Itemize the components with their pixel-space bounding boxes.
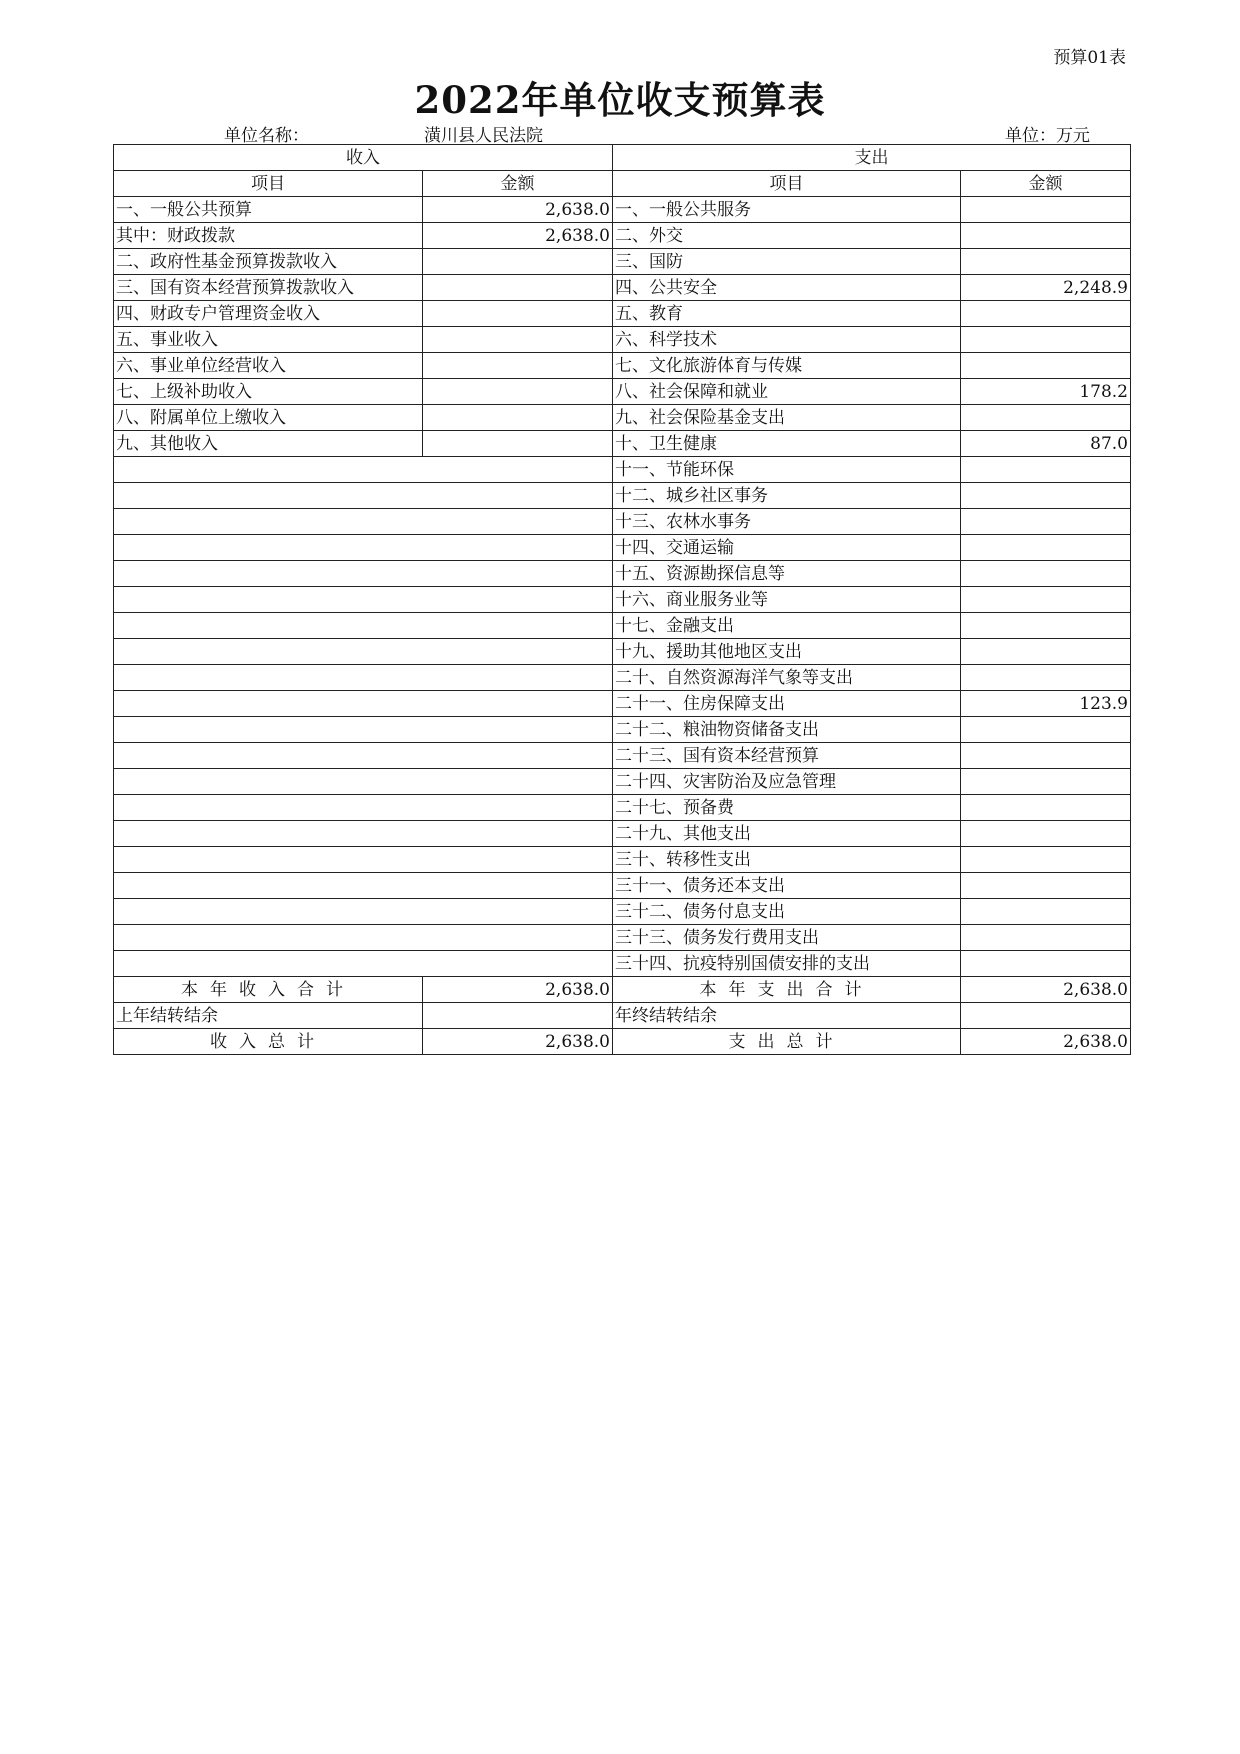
income-item-header: 项目 bbox=[114, 171, 423, 197]
income-blank-cell bbox=[114, 925, 613, 951]
grand-income-total-value: 2,638.0 bbox=[423, 1029, 613, 1055]
table-row bbox=[114, 587, 1131, 613]
expense-section-header: 支出 bbox=[613, 145, 1131, 171]
year-income-total-value: 2,638.0 bbox=[423, 977, 613, 1003]
income-blank-cell bbox=[114, 639, 613, 665]
table-row bbox=[114, 379, 1131, 405]
expense-amount-header: 金额 bbox=[961, 171, 1131, 197]
expense-amount-cell bbox=[961, 587, 1131, 613]
income-blank-cell bbox=[114, 665, 613, 691]
income-amount-cell bbox=[423, 431, 613, 457]
expense-amount-cell: 178.2 bbox=[961, 379, 1131, 405]
unit-label: 单位：万元 bbox=[1005, 126, 1090, 146]
expense-amount-cell bbox=[961, 483, 1131, 509]
expense-item-header: 项目 bbox=[613, 171, 961, 197]
year-income-total-label: 本年收入合计 bbox=[114, 977, 423, 1003]
table-row bbox=[114, 743, 1131, 769]
income-blank-cell bbox=[114, 769, 613, 795]
table-row bbox=[114, 873, 1131, 899]
expense-amount-cell bbox=[961, 743, 1131, 769]
income-amount-cell bbox=[423, 275, 613, 301]
income-item-cell: 六、事业单位经营收入 bbox=[114, 353, 423, 379]
expense-item-cell: 十二、城乡社区事务 bbox=[613, 483, 961, 509]
expense-item-cell: 十一、节能环保 bbox=[613, 457, 961, 483]
income-blank-cell bbox=[114, 821, 613, 847]
expense-amount-cell bbox=[961, 795, 1131, 821]
income-amount-cell bbox=[423, 405, 613, 431]
income-amount-cell bbox=[423, 327, 613, 353]
expense-amount-cell bbox=[961, 821, 1131, 847]
income-blank-cell bbox=[114, 873, 613, 899]
expense-item-cell: 二、外交 bbox=[613, 223, 961, 249]
income-amount-cell: 2,638.0 bbox=[423, 197, 613, 223]
expense-item-cell: 十四、交通运输 bbox=[613, 535, 961, 561]
expense-item-cell: 九、社会保险基金支出 bbox=[613, 405, 961, 431]
prior-carry-label: 上年结转结余 bbox=[114, 1003, 423, 1029]
expense-amount-cell bbox=[961, 327, 1131, 353]
expense-amount-cell bbox=[961, 899, 1131, 925]
income-blank-cell bbox=[114, 743, 613, 769]
unit-name-value: 潢川县人民法院 bbox=[424, 126, 543, 146]
expense-item-cell: 十、卫生健康 bbox=[613, 431, 961, 457]
table-row bbox=[114, 509, 1131, 535]
expense-amount-cell bbox=[961, 535, 1131, 561]
income-item-cell: 九、其他收入 bbox=[114, 431, 423, 457]
income-blank-cell bbox=[114, 613, 613, 639]
expense-amount-cell bbox=[961, 509, 1131, 535]
expense-amount-cell bbox=[961, 223, 1131, 249]
income-item-cell: 四、财政专户管理资金收入 bbox=[114, 301, 423, 327]
table-row bbox=[114, 275, 1131, 301]
expense-item-cell: 八、社会保障和就业 bbox=[613, 379, 961, 405]
expense-amount-cell: 87.0 bbox=[961, 431, 1131, 457]
income-item-cell: 二、政府性基金预算拨款收入 bbox=[114, 249, 423, 275]
year-expense-total-label: 本年支出合计 bbox=[613, 977, 961, 1003]
expense-amount-cell bbox=[961, 639, 1131, 665]
income-blank-cell bbox=[114, 795, 613, 821]
income-item-cell: 一、一般公共预算 bbox=[114, 197, 423, 223]
table-row bbox=[114, 795, 1131, 821]
table-row bbox=[114, 847, 1131, 873]
table-row bbox=[114, 301, 1131, 327]
expense-item-cell: 十七、金融支出 bbox=[613, 613, 961, 639]
expense-item-cell: 十六、商业服务业等 bbox=[613, 587, 961, 613]
expense-item-cell: 七、文化旅游体育与传媒 bbox=[613, 353, 961, 379]
expense-amount-cell bbox=[961, 925, 1131, 951]
expense-item-cell: 四、公共安全 bbox=[613, 275, 961, 301]
prior-carry-value bbox=[423, 1003, 613, 1029]
income-amount-cell: 2,638.0 bbox=[423, 223, 613, 249]
income-blank-cell bbox=[114, 717, 613, 743]
expense-amount-cell bbox=[961, 457, 1131, 483]
expense-item-cell: 十五、资源勘探信息等 bbox=[613, 561, 961, 587]
expense-amount-cell: 2,248.9 bbox=[961, 275, 1131, 301]
expense-item-cell: 六、科学技术 bbox=[613, 327, 961, 353]
income-blank-cell bbox=[114, 483, 613, 509]
expense-item-cell: 三十二、债务付息支出 bbox=[613, 899, 961, 925]
expense-item-cell: 三十三、债务发行费用支出 bbox=[613, 925, 961, 951]
table-row bbox=[114, 223, 1131, 249]
expense-item-cell: 五、教育 bbox=[613, 301, 961, 327]
expense-amount-cell bbox=[961, 561, 1131, 587]
expense-amount-cell bbox=[961, 249, 1131, 275]
expense-amount-cell bbox=[961, 197, 1131, 223]
table-row bbox=[114, 405, 1131, 431]
meta-row bbox=[114, 121, 1130, 146]
table-row bbox=[114, 197, 1131, 223]
expense-item-cell: 二十一、住房保障支出 bbox=[613, 691, 961, 717]
expense-item-cell: 二十三、国有资本经营预算 bbox=[613, 743, 961, 769]
grand-expense-total-label: 支出总计 bbox=[613, 1029, 961, 1055]
table-row bbox=[114, 353, 1131, 379]
year-end-carry-label: 年终结转结余 bbox=[613, 1003, 961, 1029]
income-section-header: 收入 bbox=[114, 145, 613, 171]
expense-item-cell: 三十一、债务还本支出 bbox=[613, 873, 961, 899]
expense-amount-cell bbox=[961, 301, 1131, 327]
income-item-cell: 七、上级补助收入 bbox=[114, 379, 423, 405]
grand-expense-total-value: 2,638.0 bbox=[961, 1029, 1131, 1055]
page-title: 2022年单位收支预算表 bbox=[414, 78, 826, 122]
table-row bbox=[114, 821, 1131, 847]
year-expense-total-value: 2,638.0 bbox=[961, 977, 1131, 1003]
expense-amount-cell bbox=[961, 873, 1131, 899]
table-row bbox=[114, 691, 1131, 717]
table-row bbox=[114, 483, 1131, 509]
expense-item-cell: 一、一般公共服务 bbox=[613, 197, 961, 223]
table-row bbox=[114, 639, 1131, 665]
column-header-row bbox=[114, 171, 1131, 197]
income-item-cell: 其中：财政拨款 bbox=[114, 223, 423, 249]
income-item-cell: 八、附属单位上缴收入 bbox=[114, 405, 423, 431]
table-row bbox=[114, 717, 1131, 743]
expense-amount-cell bbox=[961, 405, 1131, 431]
income-blank-cell bbox=[114, 951, 613, 977]
income-blank-cell bbox=[114, 561, 613, 587]
budget-table bbox=[113, 144, 1131, 1055]
expense-item-cell: 二十七、预备费 bbox=[613, 795, 961, 821]
income-blank-cell bbox=[114, 535, 613, 561]
expense-item-cell: 十三、农林水事务 bbox=[613, 509, 961, 535]
income-amount-cell bbox=[423, 353, 613, 379]
year-total-row bbox=[114, 977, 1131, 1003]
grand-total-row bbox=[114, 1029, 1131, 1055]
expense-amount-cell bbox=[961, 847, 1131, 873]
unit-name-label: 单位名称： bbox=[224, 126, 309, 146]
income-amount-cell bbox=[423, 249, 613, 275]
expense-item-cell: 二十四、灾害防治及应急管理 bbox=[613, 769, 961, 795]
income-amount-header: 金额 bbox=[423, 171, 613, 197]
table-row bbox=[114, 925, 1131, 951]
expense-amount-cell bbox=[961, 665, 1131, 691]
table-row bbox=[114, 561, 1131, 587]
expense-item-cell: 三十四、抗疫特别国债安排的支出 bbox=[613, 951, 961, 977]
income-blank-cell bbox=[114, 899, 613, 925]
table-row bbox=[114, 899, 1131, 925]
expense-item-cell: 三、国防 bbox=[613, 249, 961, 275]
carry-over-row bbox=[114, 1003, 1131, 1029]
document-code: 预算01表 bbox=[1053, 48, 1126, 68]
expense-amount-cell bbox=[961, 951, 1131, 977]
income-blank-cell bbox=[114, 847, 613, 873]
expense-amount-cell: 123.9 bbox=[961, 691, 1131, 717]
income-amount-cell bbox=[423, 301, 613, 327]
table-row bbox=[114, 665, 1131, 691]
income-amount-cell bbox=[423, 379, 613, 405]
expense-item-cell: 十九、援助其他地区支出 bbox=[613, 639, 961, 665]
table-row bbox=[114, 249, 1131, 275]
section-header-row bbox=[114, 145, 1131, 171]
expense-amount-cell bbox=[961, 613, 1131, 639]
table-row bbox=[114, 535, 1131, 561]
income-blank-cell bbox=[114, 457, 613, 483]
expense-amount-cell bbox=[961, 769, 1131, 795]
expense-item-cell: 二十九、其他支出 bbox=[613, 821, 961, 847]
table-row bbox=[114, 951, 1131, 977]
expense-item-cell: 三十、转移性支出 bbox=[613, 847, 961, 873]
expense-item-cell: 二十二、粮油物资储备支出 bbox=[613, 717, 961, 743]
expense-item-cell: 二十、自然资源海洋气象等支出 bbox=[613, 665, 961, 691]
income-item-cell: 五、事业收入 bbox=[114, 327, 423, 353]
expense-amount-cell bbox=[961, 717, 1131, 743]
table-row bbox=[114, 613, 1131, 639]
table-row bbox=[114, 769, 1131, 795]
year-end-carry-value bbox=[961, 1003, 1131, 1029]
table-row bbox=[114, 431, 1131, 457]
income-blank-cell bbox=[114, 691, 613, 717]
expense-amount-cell bbox=[961, 353, 1131, 379]
income-blank-cell bbox=[114, 509, 613, 535]
table-row bbox=[114, 457, 1131, 483]
table-row bbox=[114, 327, 1131, 353]
income-item-cell: 三、国有资本经营预算拨款收入 bbox=[114, 275, 423, 301]
income-blank-cell bbox=[114, 587, 613, 613]
grand-income-total-label: 收入总计 bbox=[114, 1029, 423, 1055]
